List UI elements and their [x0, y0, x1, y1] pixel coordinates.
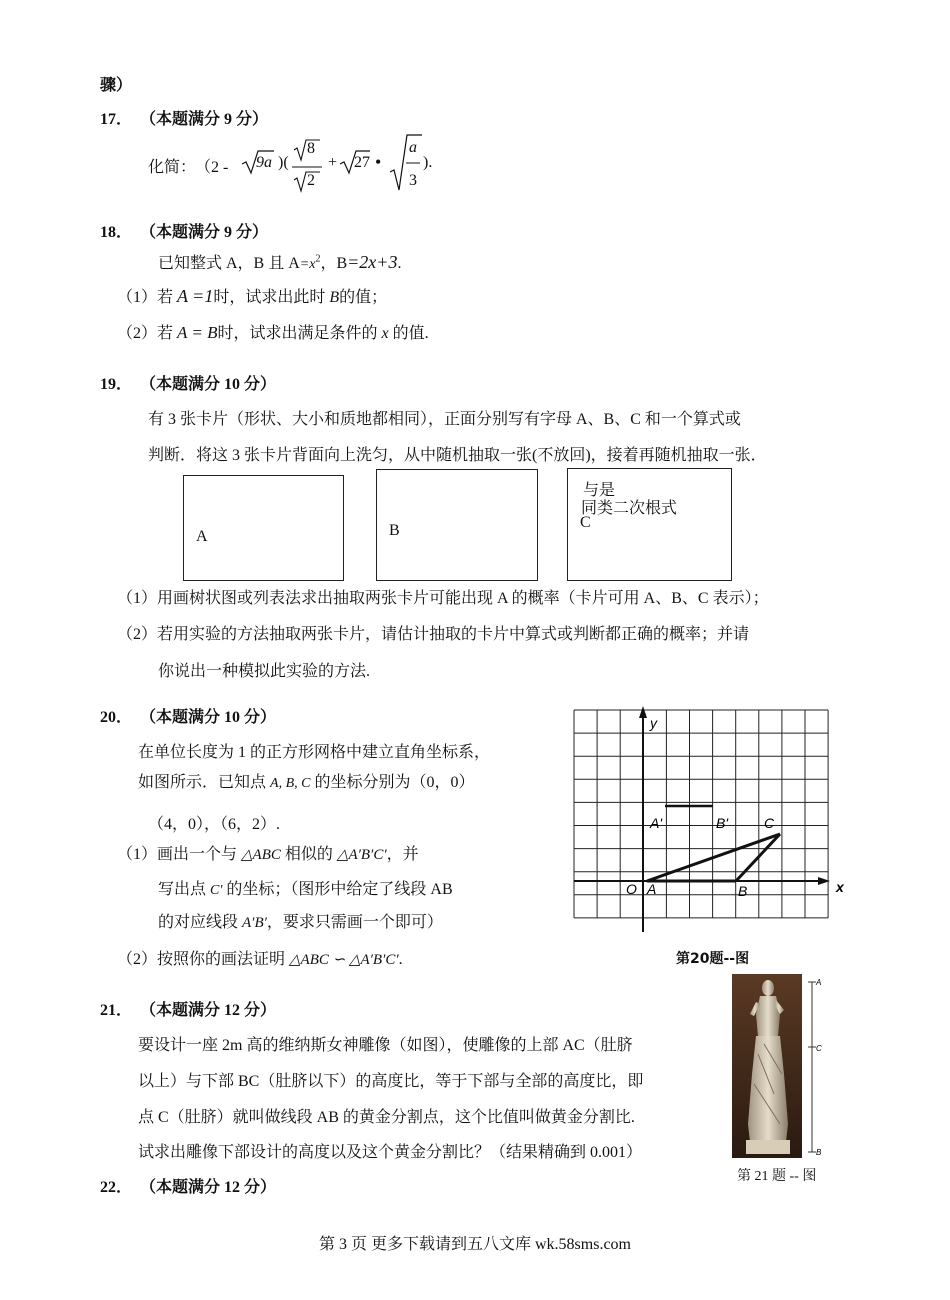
card-b [376, 469, 538, 581]
q20-text-b: 的坐标分别为（0，0） [314, 774, 475, 791]
label-a: A [647, 881, 657, 897]
q17-frac-a: a [409, 139, 417, 156]
q18-p2-text: 时，试求出满足条件的 [217, 325, 378, 342]
q20-p2-label: （2）按照你的画法证明 [117, 951, 286, 968]
q17-rad-9a: 9a [256, 154, 272, 171]
q17-score: （本题满分 9 分） [140, 111, 269, 128]
mark-b: B [816, 1148, 822, 1157]
x-label: x [836, 879, 844, 895]
q18-sup: 2 [315, 253, 321, 265]
q20-points: A, B, C [270, 776, 311, 791]
q19-score: （本题满分 10 分） [140, 376, 277, 393]
q21-line3: 点 C（肚脐）就叫做线段 AB 的黄金分割点，这个比值叫做黄金分割比. [138, 1109, 635, 1126]
q21-figure-caption: 第 21 题 -- 图 [737, 1169, 817, 1184]
coordinate-grid-figure [570, 706, 850, 936]
q20-triangle-abc: △ABC [241, 847, 281, 863]
q17-frac-3: 3 [409, 172, 417, 189]
q20-p1-text: 相似的 [284, 846, 333, 863]
q18-math-2x3: =2x+3 [347, 252, 398, 272]
q20-segment-a1b1: A′B′ [242, 915, 267, 931]
label-c: C [764, 815, 775, 831]
q18-part2 [117, 320, 429, 343]
q17-number: 17． [100, 111, 133, 128]
card-letter: B [389, 522, 400, 539]
q17-den2: 2 [307, 172, 315, 189]
label-o: O [626, 881, 637, 897]
q21-line4: 试求出雕像下部设计的高度以及这个黄金分割比？（结果精确到 0.001） [138, 1144, 643, 1161]
q22-number: 22． [100, 1179, 133, 1196]
q20-text: 的坐标；（图形中给定了线段 AB [226, 881, 453, 898]
q17-bullet: • [375, 152, 382, 172]
q18-end: . [397, 255, 402, 272]
label-a1: A' [650, 815, 663, 831]
q18-p1-B: B [329, 289, 340, 306]
q18-p2-x: x [381, 325, 389, 342]
q18-score: （本题满分 9 分） [140, 224, 269, 241]
q18-math-x2: =x [299, 257, 316, 272]
q17-rad27: 27 [354, 154, 370, 171]
mark-a: A [816, 978, 822, 987]
q19-line1: 有 3 张卡片（形状、大小和质地都相同），正面分别写有字母 A、B、C 和一个算式或 [148, 411, 741, 428]
q20-line2 [138, 769, 474, 792]
q19-part2: （2）若用实验的方法抽取两张卡片，请估计抽取的卡片中算式或判断都正确的概率；并请 [117, 626, 750, 643]
card-c [567, 468, 732, 581]
q20-score: （本题满分 10 分） [140, 709, 277, 726]
q17-num8: 8 [307, 140, 315, 157]
q19-line2: 判断．将这 3 张卡片背面向上洗匀，从中随机抽取一张(不放回)，接着再随机抽取一张． [148, 447, 767, 464]
card-text1: 与是 [583, 482, 616, 499]
q20-part1-line3 [158, 909, 443, 932]
q17-lead: 化简： [148, 159, 197, 176]
y-arrow-icon [639, 706, 647, 718]
q19-part1: （1）用画树状图或列表法求出抽取两张卡片可能出现 A 的概率（卡片可用 A、B、C 表示）； [117, 590, 769, 607]
text-fragment: 骤） [100, 77, 133, 94]
q18-p1-text: 时，试求出此时 [213, 289, 326, 306]
q18-text: 已知整式 A，B 且 A [158, 255, 300, 272]
q21-number: 21． [100, 1002, 133, 1019]
q20-part2 [117, 946, 403, 969]
q18-p1-end: 的值； [339, 289, 388, 306]
q20-text: 如图所示．已知点 [138, 774, 267, 791]
label-b: B [738, 883, 748, 899]
q21-line2: 以上）与下部 BC（肚脐以下）的高度比，等于下部与全部的高度比，即 [138, 1073, 644, 1090]
q17-two: （2 - [195, 159, 229, 176]
q18-p2-math: A = B [177, 323, 218, 342]
q18-number: 18． [100, 224, 133, 241]
label-b1: B' [716, 815, 729, 831]
page-footer: 第 3 页 更多下载请到五八文库 wk.58sms.com [318, 1236, 631, 1253]
q20-line3: （4，0），（6，2）. [148, 816, 281, 833]
q18-p2-label: （2）若 [117, 325, 174, 342]
q18-p1-math: A =1 [177, 286, 214, 306]
q21-line1: 要设计一座 2m 高的维纳斯女神雕像（如图），使雕像的上部 AC（肚脐 [138, 1037, 633, 1054]
card-a [183, 475, 344, 581]
q20-text: 写出点 [158, 881, 207, 898]
q18-text-b: ，B [320, 255, 348, 272]
q20-similar: △ABC ∽ △A′B′C′ [289, 952, 399, 968]
q21-score: （本题满分 12 分） [140, 1002, 277, 1019]
q17-end: ). [423, 154, 433, 171]
q20-point-c1: C′ [210, 883, 223, 898]
card-text2: 同类二次根式 [581, 500, 678, 517]
q18-p1-label: （1）若 [117, 289, 174, 306]
q20-p1-label: （1）画出一个与 [117, 846, 238, 863]
q18-line1 [158, 250, 401, 273]
card-letter: C [580, 514, 591, 531]
q20-number: 20． [100, 709, 133, 726]
q20-part1 [117, 841, 419, 864]
y-label: y [650, 715, 657, 731]
q20-p1-end: ，并 [386, 846, 419, 863]
q20-part1-line2 [158, 876, 453, 899]
q18-p2-end: 的值. [392, 325, 429, 342]
venus-statue-figure [730, 974, 830, 1160]
q18-part1 [117, 284, 387, 307]
q20-line1: 在单位长度为 1 的正方形网格中建立直角坐标系， [138, 744, 491, 761]
q19-part2b: 你说出一种模拟此实验的方法. [158, 663, 371, 680]
q19-number: 19． [100, 376, 133, 393]
q17-paren: )( [278, 154, 289, 171]
q22-score: （本题满分 12 分） [140, 1179, 277, 1196]
q17-plus: + [328, 154, 338, 171]
q20-figure-caption: 第20题--图 [676, 951, 750, 967]
q20-p2-end: . [398, 951, 403, 968]
q20-text: 的对应线段 [158, 914, 239, 931]
q20-triangle-a1b1c1: △A′B′C′ [336, 847, 387, 863]
q20-text: ，要求只需画一个即可） [266, 914, 443, 931]
card-letter: A [196, 528, 208, 545]
mark-c: C [816, 1044, 822, 1053]
